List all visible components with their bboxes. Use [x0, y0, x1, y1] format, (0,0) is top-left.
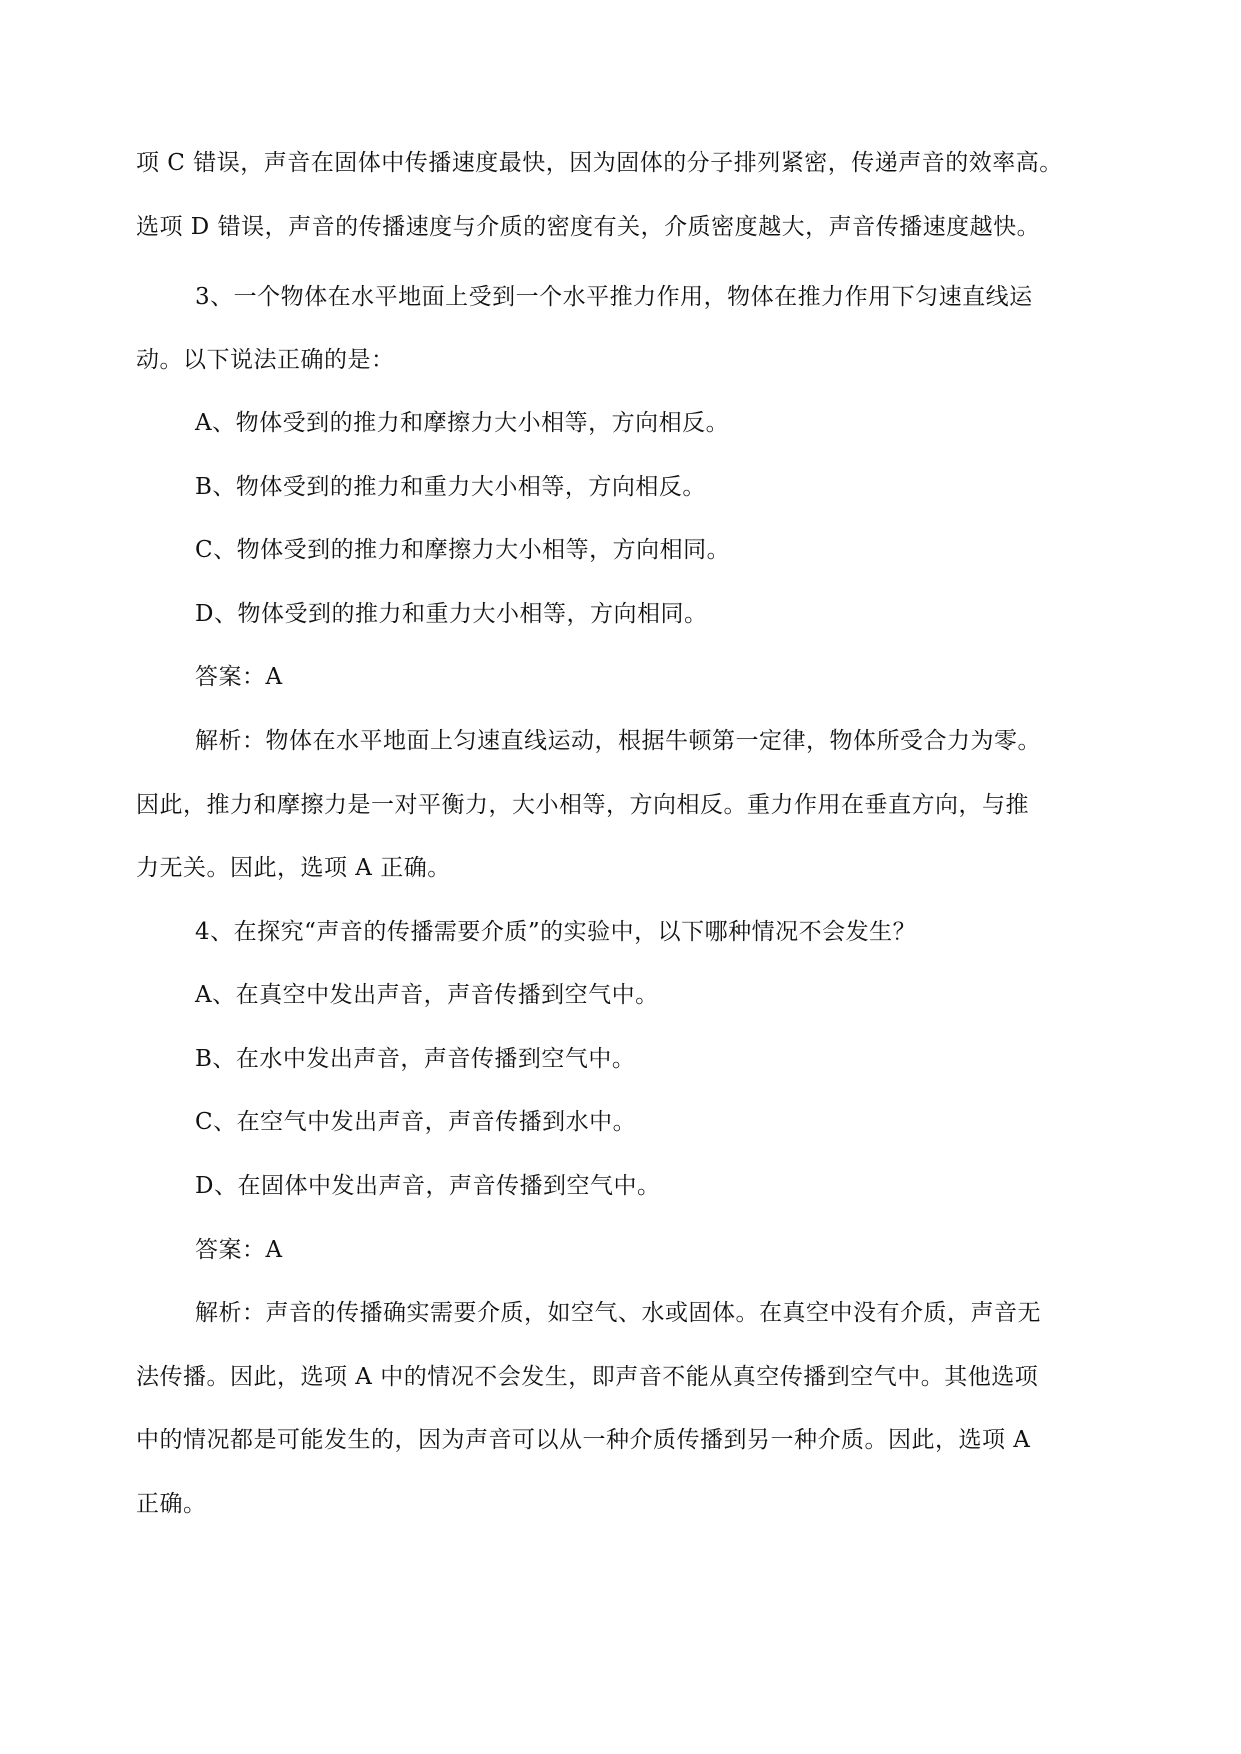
- question-3-stem-cont: 动。以下说法正确的是：: [136, 347, 395, 373]
- question-4-option-d: D、在固体中发出声音，声音传播到空气中。: [195, 1173, 661, 1199]
- question-3-answer: 答案：A: [195, 664, 283, 690]
- question-4-analysis: 解析：声音的传播确实需要介质，如空气、水或固体。在真空中没有介质，声音无: [195, 1300, 1041, 1326]
- question-3-analysis: 解析：物体在水平地面上匀速直线运动，根据牛顿第一定律，物体所受合力为零。: [195, 728, 1041, 754]
- question-4-stem: 4、在探究“声音的传播需要介质”的实验中，以下哪种情况不会发生？: [195, 919, 917, 945]
- question-4-option-c: C、在空气中发出声音，声音传播到水中。: [195, 1109, 637, 1135]
- text-line-prev-c: 项 C 错误，声音在固体中传播速度最快，因为固体的分子排列紧密，传递声音的效率高。: [136, 150, 1063, 176]
- question-3-option-b: B、物体受到的推力和重力大小相等，方向相反。: [195, 474, 706, 500]
- question-3-option-c: C、物体受到的推力和摩擦力大小相等，方向相同。: [195, 537, 731, 563]
- question-3-analysis-3: 力无关。因此，选项 A 正确。: [136, 855, 451, 881]
- text-line-prev-d: 选项 D 错误，声音的传播速度与介质的密度有关，介质密度越大，声音传播速度越快。: [136, 214, 1041, 240]
- question-4-option-a: A、在真空中发出声音，声音传播到空气中。: [195, 982, 659, 1008]
- question-4-answer: 答案：A: [195, 1237, 283, 1263]
- question-4-option-b: B、在水中发出声音，声音传播到空气中。: [195, 1046, 636, 1072]
- question-4-analysis-3: 中的情况都是可能发生的，因为声音可以从一种介质传播到另一种介质。因此，选项 A: [136, 1427, 1031, 1453]
- question-4-analysis-4: 正确。: [136, 1491, 207, 1517]
- question-3-analysis-2: 因此，推力和摩擦力是一对平衡力，大小相等，方向相反。重力作用在垂直方向，与推: [136, 792, 1029, 818]
- question-4-analysis-2: 法传播。因此，选项 A 中的情况不会发生，即声音不能从真空传播到空气中。其他选项: [136, 1364, 1039, 1390]
- question-3-stem: 3、一个物体在水平地面上受到一个水平推力作用，物体在推力作用下匀速直线运: [195, 284, 1033, 310]
- question-3-option-d: D、物体受到的推力和重力大小相等，方向相同。: [195, 601, 708, 627]
- question-3-option-a: A、物体受到的推力和摩擦力大小相等，方向相反。: [195, 410, 730, 436]
